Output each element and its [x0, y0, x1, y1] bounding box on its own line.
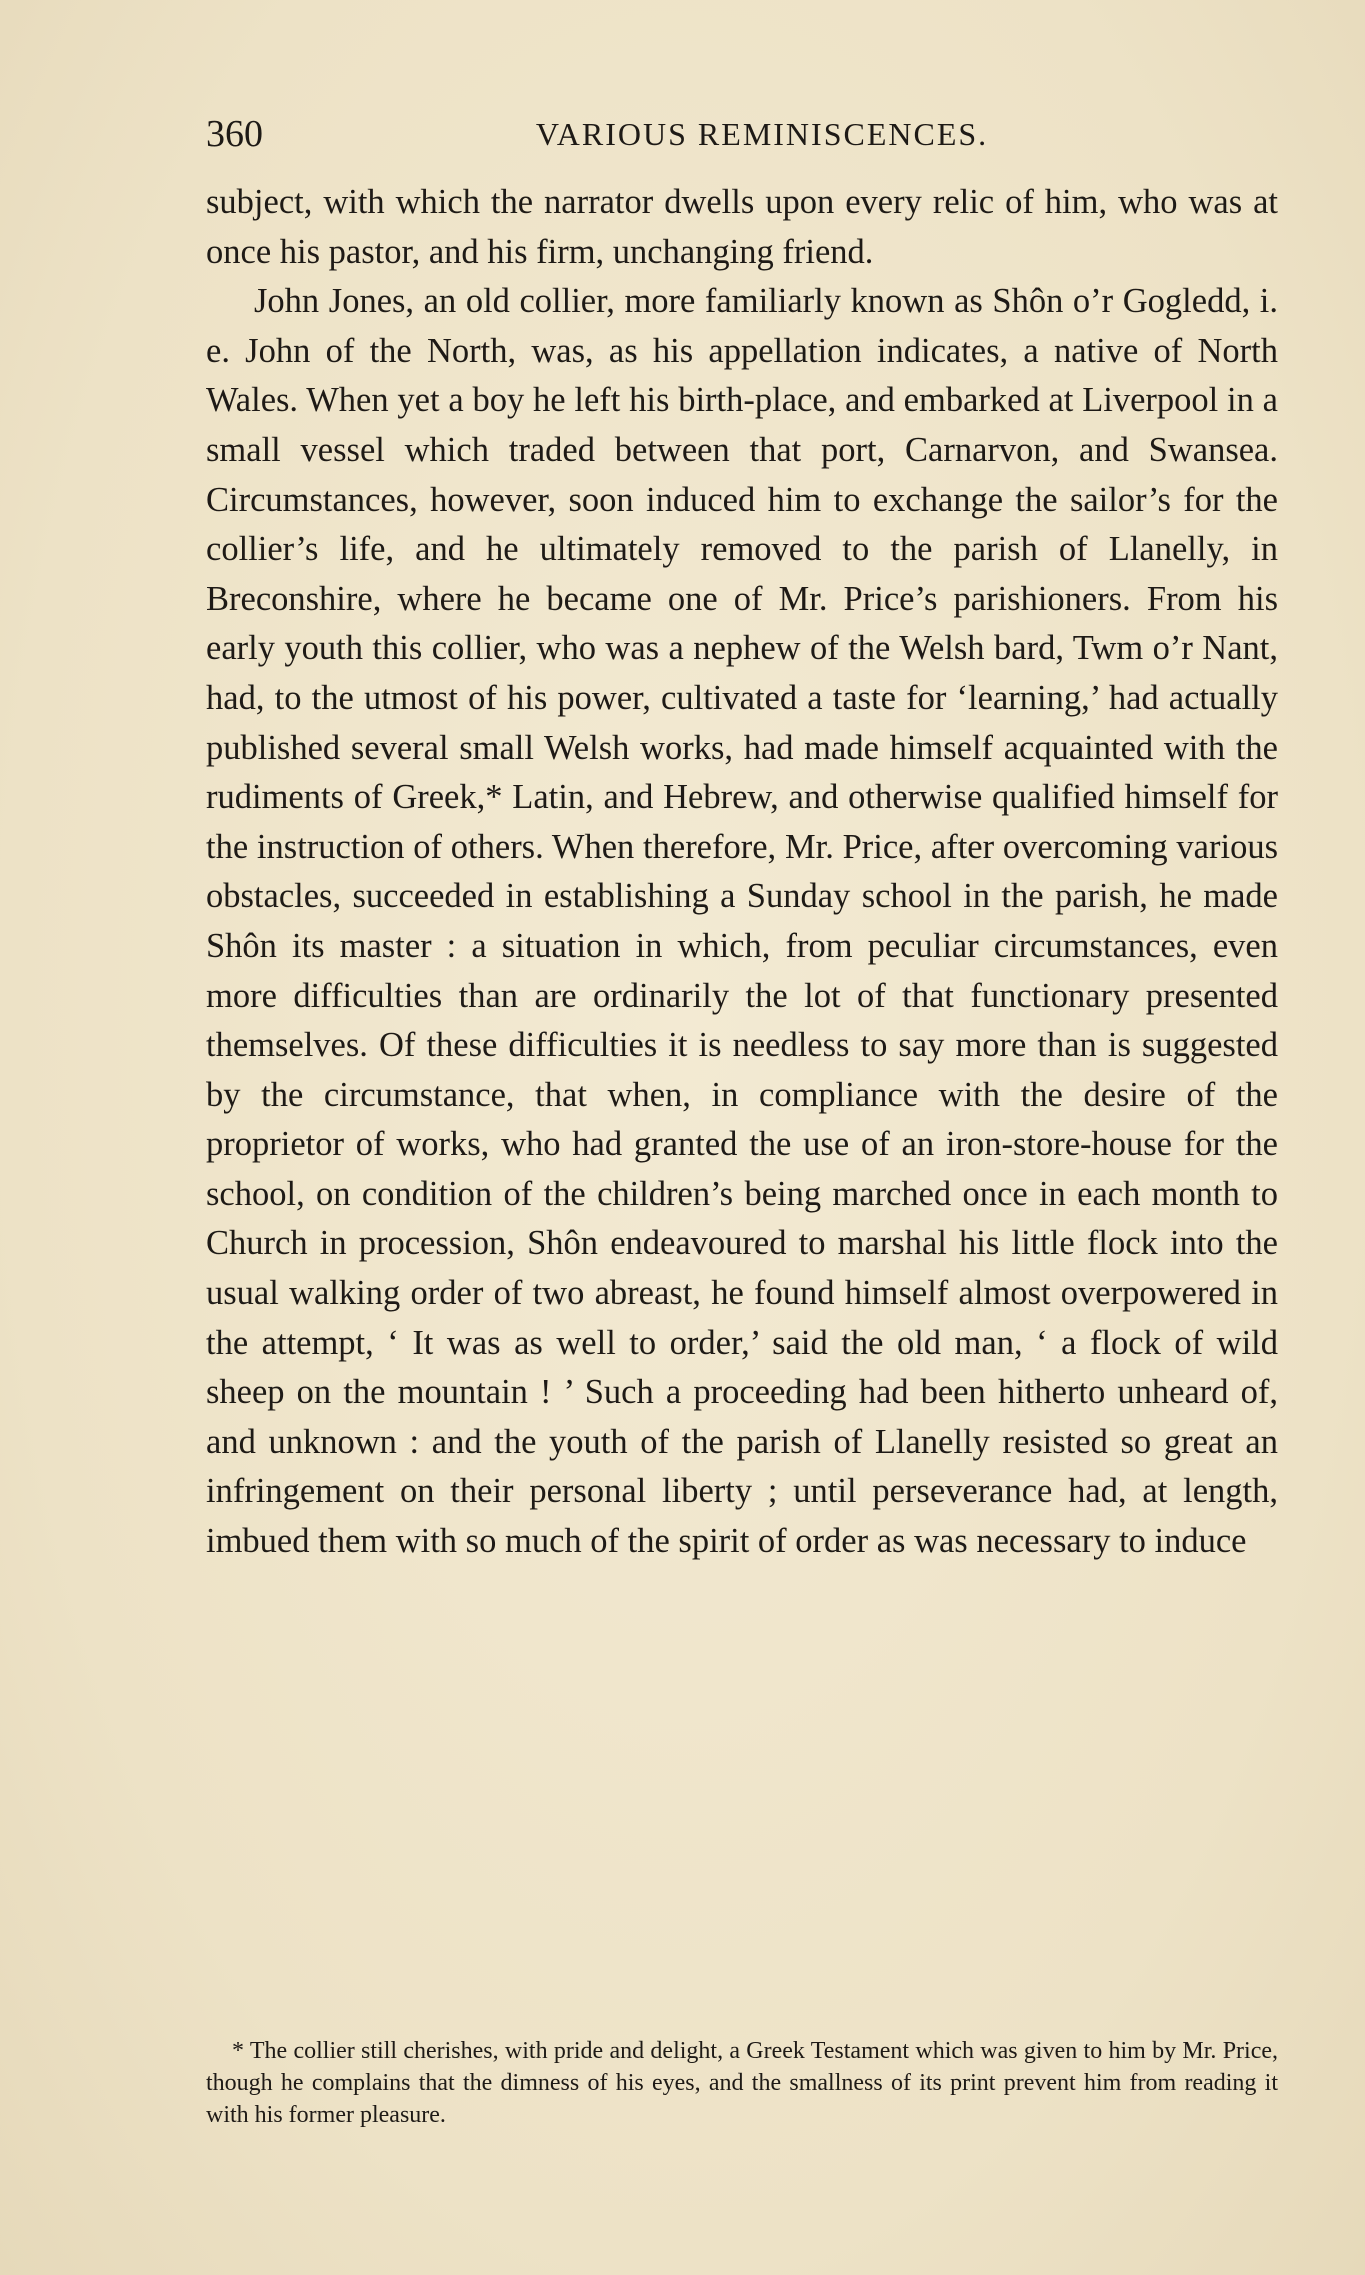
page-number: 360 — [206, 113, 263, 155]
page-header — [206, 108, 1278, 160]
paragraph-john-jones: John Jones, an old collier, more familiarly known as Shôn o’r Gogledd, i. e. John of the North, was, as his appellation indicates, a native of North Wales. When yet a boy he left his birth-place, and embarked at Liverpool in a small vessel which traded between that port, Carnarvon, and Swansea. Circumstances, however, soon induced him to exchange the sailor’s for the collier’s life, and he ultimately removed to the parish of Llanelly, in Breconshire, where he became one of Mr. Price’s parishioners. From his early youth this collier, who was a nephew of the Welsh bard, Twm o’r Nant, had, to the utmost of his power, cultivated a taste for ‘learning,’ had actually published several small Welsh works, had made himself acquainted with the rudiments of Greek,* Latin, and Hebrew, and otherwise qualified himself for the instruction of others. When therefore, Mr. Price, after overcoming various obstacles, succeeded in establishing a Sunday school in the parish, he made Shôn its master : a situation in which, from peculiar circumstances, even more difficulties than are ordinarily the lot of that functionary presented themselves. Of these difficulties it is needless to say more than is suggested by the circumstance, that when, in compliance with the desire of the proprietor of works, who had granted the use of an iron-store-house for the school, on condition of the children’s being marched once in each month to Church in procession, Shôn endeavoured to marshal his little flock into the usual walking order of two abreast, he found himself almost overpowered in the attempt, ‘ It was as well to order,’ said the old man, ‘ a flock of wild sheep on the mountain ! ’ Such a proceeding had been hitherto unheard of, and unknown : and the youth of the parish of Llanelly resisted so great an infringement on their personal liberty ; until perseverance had, at length, imbued them with so much of the spirit of order as was necessary to induce — [206, 282, 1278, 1561]
body-text — [206, 178, 1278, 1567]
paragraph-continued: subject, with which the narrator dwells upon every relic of him, who was at once his pastor, and his firm, unchanging friend. — [206, 183, 1278, 271]
footnote: * The collier still cherishes, with pride and delight, a Greek Testament which was given to him by Mr. Price, though he complains that the dimness of his eyes, and the smallness of its print prevent him from reading it with his former pleasure. — [206, 2038, 1278, 2128]
running-head: VARIOUS REMINISCENCES. — [535, 116, 989, 152]
